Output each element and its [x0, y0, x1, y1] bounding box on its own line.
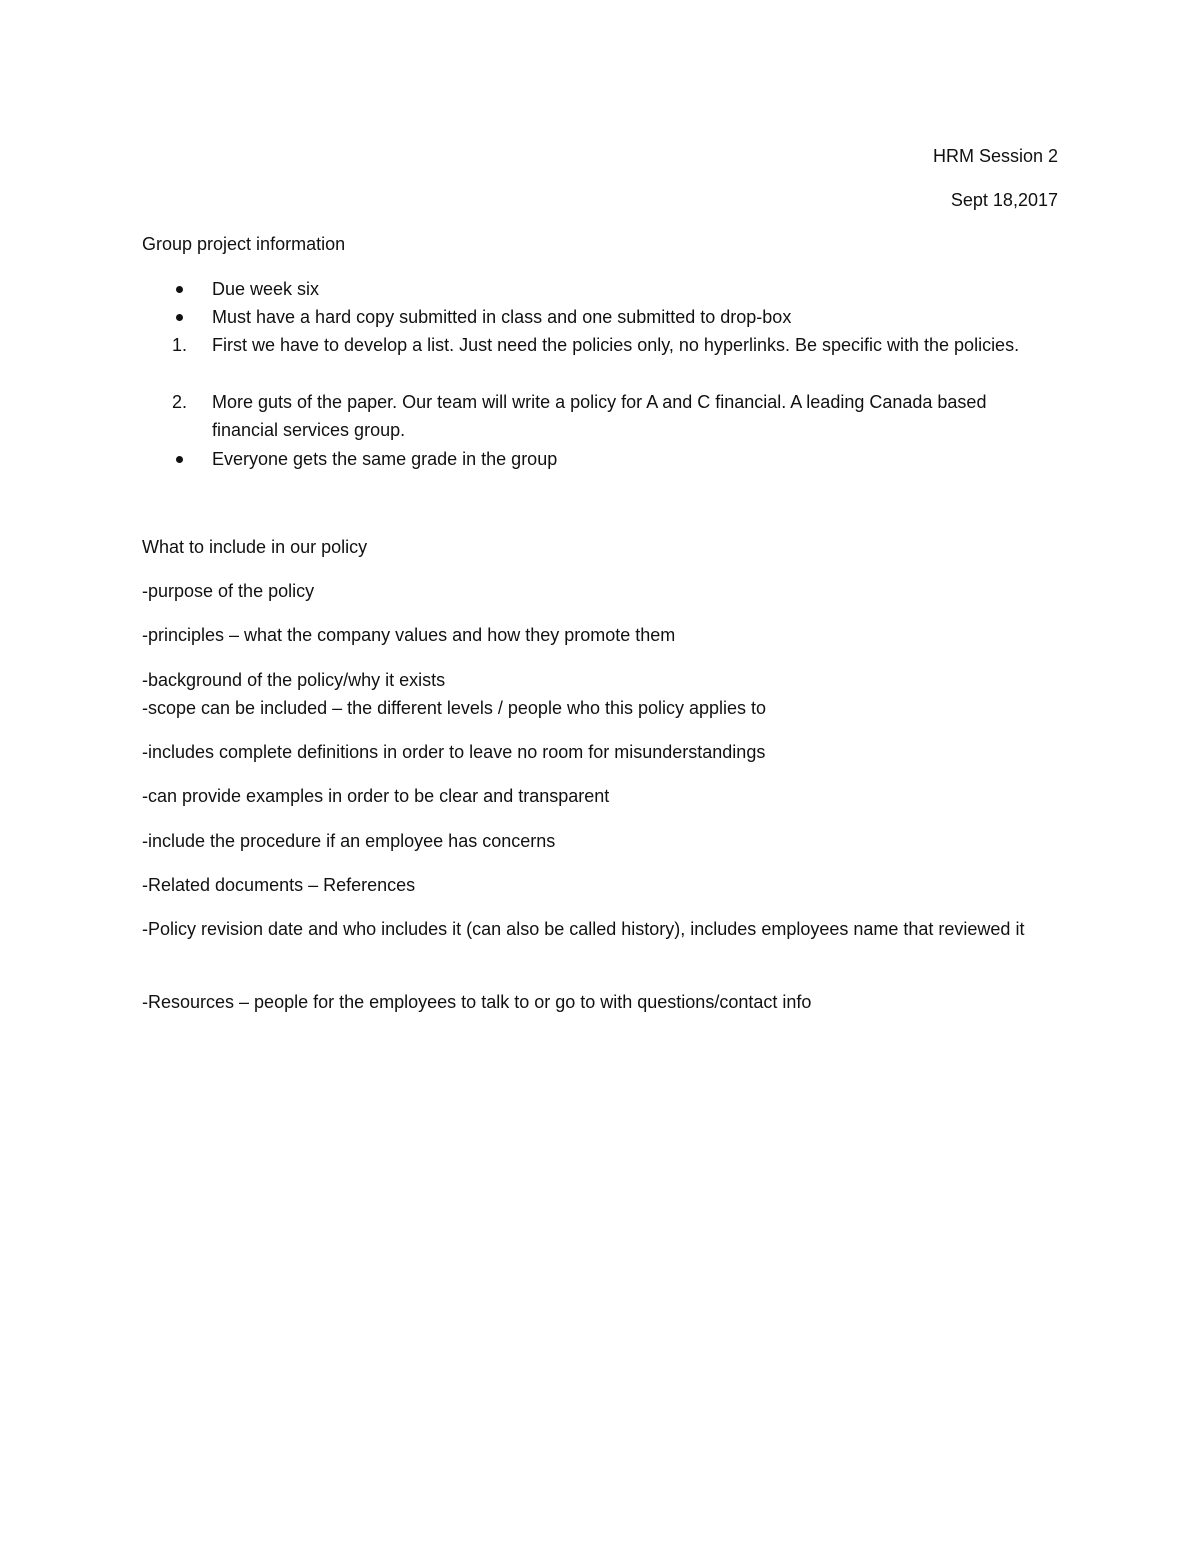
list-item-text: Due week six	[212, 279, 320, 299]
policy-line: -purpose of the policy	[142, 581, 315, 601]
list-item	[142, 303, 1042, 331]
list-item	[142, 445, 1042, 473]
policy-line: -Policy revision date and who includes it (can also be called history), includes employees name that reviewed it	[142, 919, 1025, 939]
policy-line: -scope can be included – the different levels / people who this policy applies to	[142, 698, 767, 718]
policy-line: -Related documents – References	[142, 875, 416, 895]
list-number: 1.	[172, 335, 188, 355]
policy-line: -includes complete definitions in order to leave no room for misunderstandings	[142, 742, 766, 762]
bullet-icon	[176, 456, 183, 463]
policy-line: -can provide examples in order to be clear and transparent	[142, 786, 610, 806]
list-item-text: Must have a hard copy submitted in class and one submitted to drop-box	[212, 307, 792, 327]
policy-line: -include the procedure if an employee has concerns	[142, 831, 556, 851]
document-title: HRM Session 2	[932, 146, 1058, 166]
policy-line: -background of the policy/why it exists	[142, 670, 446, 690]
policy-line: -Resources – people for the employees to talk to or go to with questions/contact info	[142, 992, 812, 1012]
policy-line: -principles – what the company values and how they promote them	[142, 625, 676, 645]
list-item-text: Everyone gets the same grade in the group	[212, 449, 558, 469]
bullet-icon	[176, 286, 183, 293]
section-heading-group-project: Group project information	[142, 234, 346, 254]
bullet-icon	[176, 314, 183, 321]
list-item-text: More guts of the paper. Our team will write a policy for A and C financial. A leading Canada based financial services group.	[212, 392, 987, 440]
list-item	[142, 331, 1042, 359]
list-number: 2.	[172, 392, 188, 412]
list-item	[142, 275, 1042, 303]
list-item	[142, 388, 1042, 444]
section-heading-policy: What to include in our policy	[142, 537, 368, 557]
list-item-text: First we have to develop a list. Just need the policies only, no hyperlinks. Be specific with the policies.	[212, 335, 1020, 355]
document-date: Sept 18,2017	[950, 190, 1058, 210]
